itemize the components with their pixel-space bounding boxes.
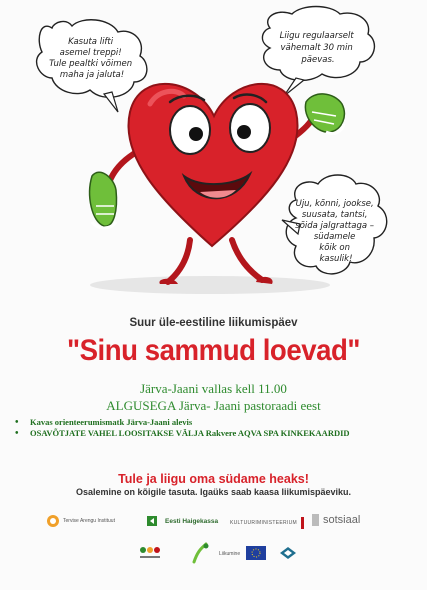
eu-flag-icon bbox=[246, 546, 266, 560]
shoe-left-icon bbox=[90, 172, 117, 228]
bubble-br-line-5: kõik on bbox=[319, 243, 350, 253]
logo-spordiliit bbox=[138, 544, 162, 562]
haigekassa-logo-icon bbox=[146, 514, 162, 528]
bubble-br-line-2: suusata, tantsi, bbox=[301, 210, 368, 220]
bubble-br-line-6: kasulik! bbox=[319, 254, 353, 264]
info-time-location: Järva-Jaani vallas kell 11.00 bbox=[140, 381, 287, 396]
info-bullet-list bbox=[12, 417, 417, 439]
shoe-right-icon bbox=[305, 94, 344, 134]
speech-bubble-bottom-right bbox=[282, 175, 387, 274]
slogan-main: Tule ja liigu oma südame heaks! bbox=[118, 472, 309, 486]
logo-km-text: KULTUURIMINISTEERIUM bbox=[230, 520, 298, 526]
logo-haigekassa-text: Eesti Haigekassa bbox=[165, 517, 219, 525]
km-logo-icon bbox=[300, 517, 306, 529]
logo-liikumine-text: Liikumine bbox=[219, 551, 241, 557]
slogan-sub: Osalemine on kõigile tasuta. Igaüks saab kaasa liikumispäeviku. bbox=[75, 487, 352, 497]
bubble-tl-line-3: Tule pealtki võimen bbox=[49, 59, 133, 69]
info-start-location: ALGUSEGA Järva- Jaani pastoraadi eest bbox=[106, 398, 321, 413]
sots-logo-icon bbox=[312, 514, 320, 526]
spordiliit-logo-icon bbox=[138, 544, 162, 562]
bubble-tl-line-1: Kasuta lifti bbox=[68, 37, 114, 47]
list-item: • Kavas orienteerumismatk Järva-Jaani alevis bbox=[12, 417, 417, 428]
logo-liikumine bbox=[188, 542, 240, 566]
bubble-br-line-3: sõida jalgrattaga – bbox=[295, 221, 375, 231]
logo-partner bbox=[278, 545, 298, 561]
logo-tervise-arengu-instituut bbox=[46, 514, 117, 528]
bubble-tr-line-1: Liigu regulaarselt bbox=[279, 31, 354, 41]
event-subtitle: Suur üle-eestiline liikumispäev bbox=[129, 317, 298, 329]
bubble-tl-line-2: asemel treppi! bbox=[59, 48, 122, 58]
liikumine-logo-icon bbox=[188, 542, 216, 566]
event-title: "Sinu sammud loevad" bbox=[66, 334, 361, 367]
bubble-br-line-4: südamele bbox=[313, 232, 356, 242]
logo-kultuuriministeerium bbox=[230, 517, 306, 529]
bubble-br-line-1: Uju, kõnni, jookse, bbox=[295, 199, 374, 209]
logo-sots-text: sotsiaal bbox=[323, 514, 361, 526]
list-item: • OSAVÕTJATE VAHEL LOOSITAKSE VÄLJA Rakvere AQVA SPA KINKEKAARDID bbox=[12, 428, 417, 439]
heart-body bbox=[128, 84, 297, 246]
logo-eu bbox=[246, 546, 266, 560]
tai-logo-icon bbox=[46, 514, 60, 528]
logo-sotsiaalministeerium bbox=[312, 514, 360, 526]
bubble-tr-line-3: päevas. bbox=[301, 55, 335, 65]
bubble-tl-line-4: maha ja jaluta! bbox=[59, 70, 125, 80]
logo-eesti-haigekassa bbox=[146, 514, 218, 528]
speech-bubble-top-right bbox=[262, 7, 374, 97]
partner-logo-icon bbox=[278, 545, 298, 561]
bubble-tr-line-2: vähemalt 30 min bbox=[280, 43, 353, 53]
logo-tai-text: Tervise Arengu Instituut bbox=[63, 518, 115, 524]
speech-bubble-top-left bbox=[37, 20, 147, 112]
ground-shadow bbox=[90, 276, 330, 294]
